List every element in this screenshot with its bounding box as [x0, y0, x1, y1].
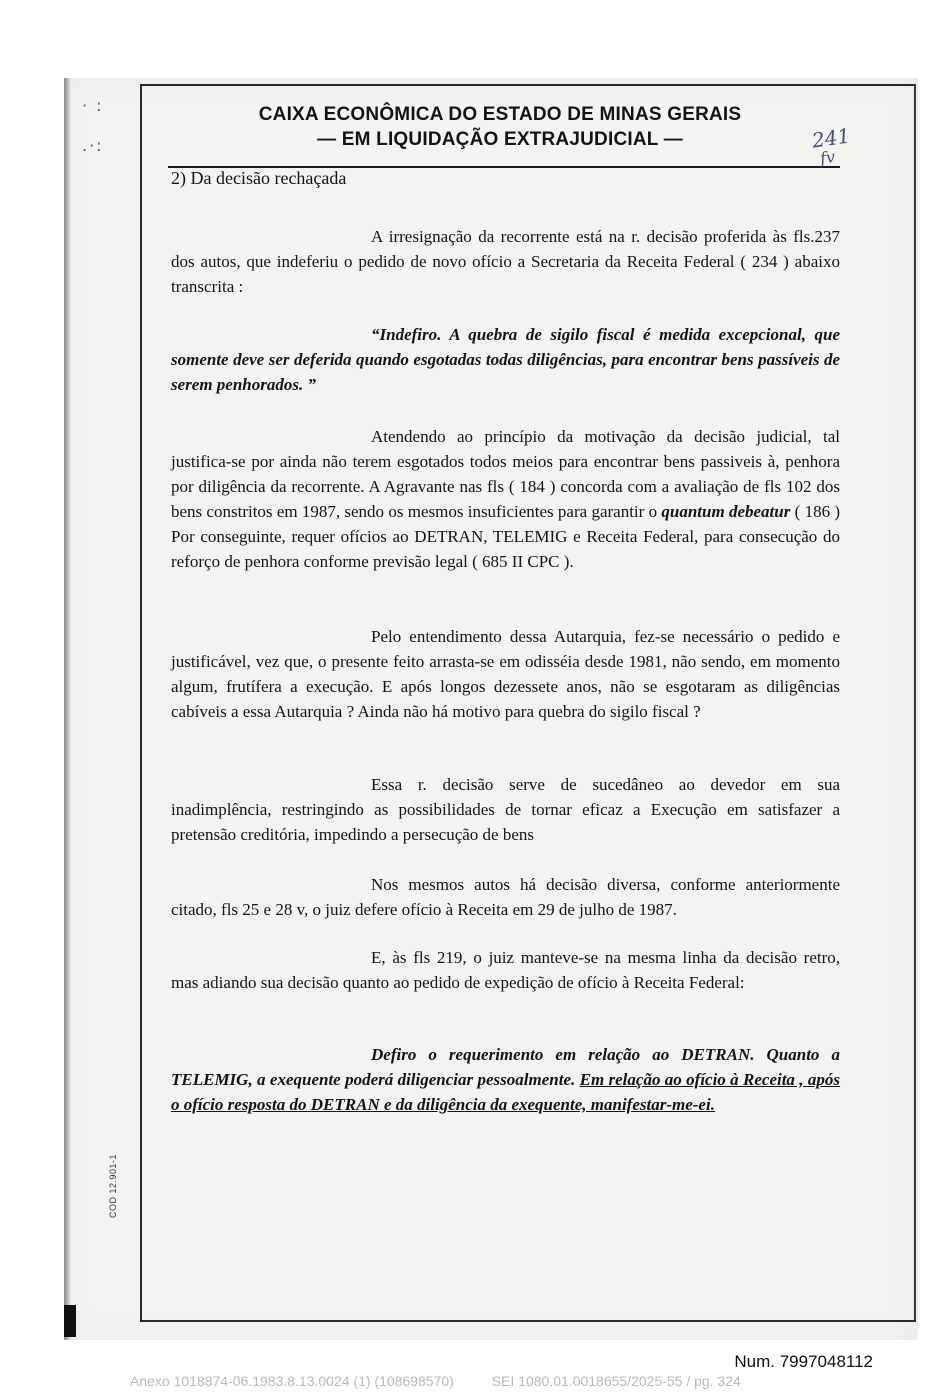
frame-top-line	[140, 84, 916, 86]
paragraph-2	[171, 424, 840, 574]
footer-reference	[130, 1373, 741, 1389]
frame-bottom-line	[140, 1320, 916, 1322]
scan-corner-mark	[64, 1305, 76, 1337]
frame-right-line	[914, 84, 916, 1320]
paragraph-4: Essa r. decisão serve de sucedâneo ao devedor em sua inadimplência, restringindo as possibilidades de tornar eficaz a Execução em satisfazer a pretensão creditória, impedindo a persecução de bens	[171, 775, 840, 844]
letterhead-line-1: CAIXA ECONÔMICA DO ESTADO DE MINAS GERAIS	[258, 104, 742, 125]
letterhead	[180, 102, 820, 152]
paragraph-5: Nos mesmos autos há decisão diversa, conforme anteriormente citado, fls 25 e 28 v, o juiz defere ofício à Receita em 29 de julho de 1987.	[171, 875, 840, 919]
handwritten-page-number: 241	[810, 123, 852, 153]
quantum-debeatur-term: quantum debeatur	[661, 502, 791, 521]
paragraph-2-text-b: ( 186 ) Por conseguinte, requer ofícios ao DETRAN, TELEMIG e Receita Federal, para consecução do reforço de penhora conforme previsão legal ( 685 II CPC ).	[171, 502, 841, 571]
document-number-stamp: Num. 7997048112	[734, 1352, 873, 1371]
quoted-decision-2	[171, 1042, 840, 1117]
frame-left-line	[140, 84, 142, 1320]
footer-sei-reference: SEI 1080.01.0018655/2025-55 / pg. 324	[491, 1373, 741, 1389]
quoted-decision-2-underlined: Em relação ao ofício à Receita , após o ofício resposta do DETRAN e da diligência da exequente, manifestar-me-ei.	[171, 1070, 841, 1114]
margin-speck: .·:	[82, 136, 104, 155]
scan-left-edge	[64, 78, 70, 1340]
margin-speck: · :	[82, 96, 104, 115]
paragraph-2-text-a: Atendendo ao princípio da motivação da decisão judicial, tal justifica-se por ainda não terem esgotados todos meios para encontrar bens passiveis à, penhora por diligência da recorrente. A Agravante nas fls ( 184 ) concorda com a avaliação de fls 102 dos bens constritos em 1987, sendo os mesmos insuficientes para garantir o	[171, 427, 840, 521]
paragraph-6: E, às fls 219, o juiz manteve-se na mesma linha da decisão retro, mas adiando sua decisão quanto ao pedido de expedição de ofício à Receita Federal:	[171, 948, 840, 992]
form-code: COD 12.901-1	[108, 1153, 118, 1218]
handwritten-initial: fv	[818, 147, 837, 168]
letterhead-line-2: — EM LIQUIDAÇÃO EXTRAJUDICIAL —	[317, 129, 683, 150]
footer-annex-reference: Anexo 1018874-06.1983.8.13.0024 (1) (108698570)	[130, 1373, 454, 1389]
paragraph-1: A irresignação da recorrente está na r. decisão proferida às fls.237 dos autos, que indeferiu o pedido de novo ofício a Secretaria da Receita Federal ( 234 ) abaixo transcrita :	[171, 227, 840, 296]
section-title: 2) Da decisão rechaçada	[171, 168, 347, 188]
quoted-decision-1: “Indefiro. A quebra de sigilo fiscal é medida excepcional, que somente deve ser deferida quando esgotadas todas diligências, para encontrar bens passíveis de serem penhorados. ”	[171, 325, 840, 394]
paragraph-3: Pelo entendimento dessa Autarquia, fez-se necessário o pedido e justificável, vez que, o presente feito arrasta-se em odisséia desde 1981, não sendo, em momento algum, frutífera a execução. E após longos dezessete anos, não se esgotaram as diligências cabíveis a essa Autarquia ? Ainda não há motivo para quebra do sigilo fiscal ?	[171, 627, 840, 721]
quoted-decision-2-text: Defiro o requerimento em relação ao DETRAN. Quanto a TELEMIG, a exequente poderá diligenciar pessoalmente.	[171, 1045, 840, 1089]
